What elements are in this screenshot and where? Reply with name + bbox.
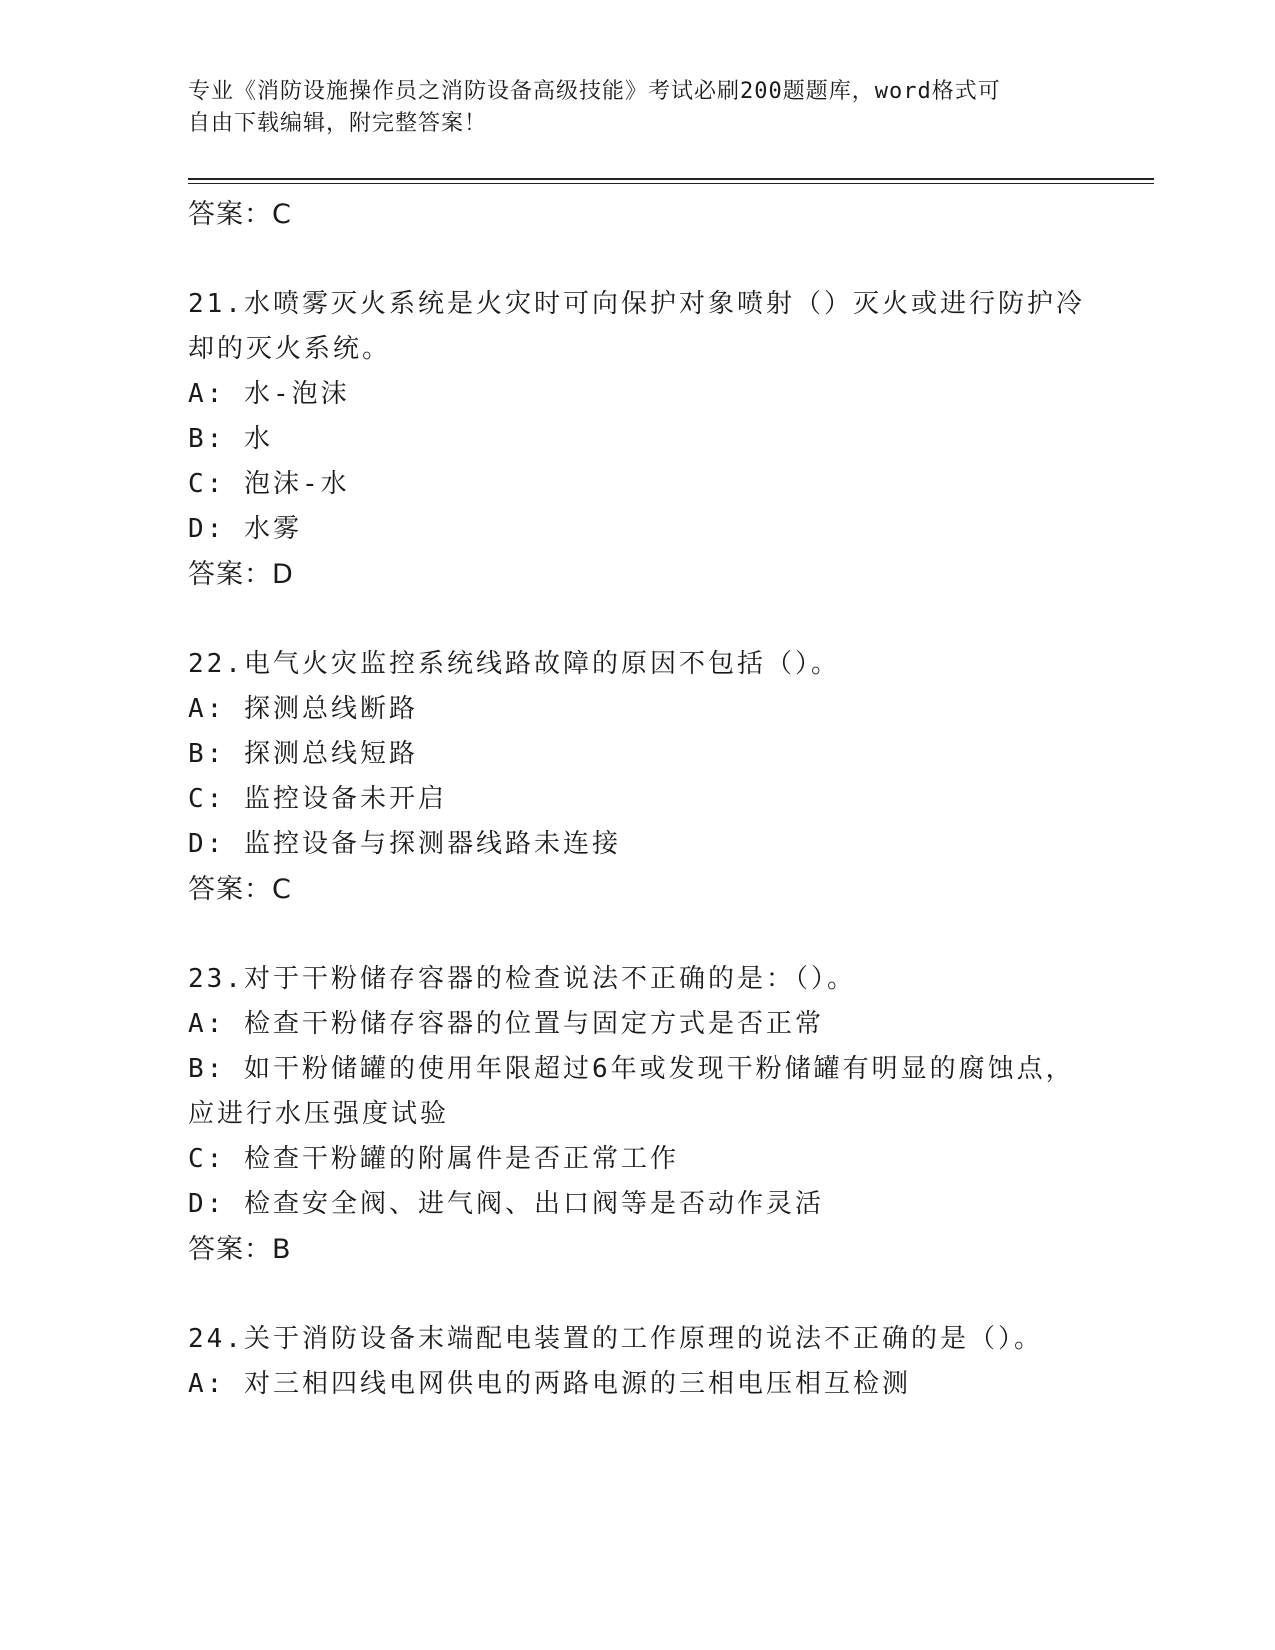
option-b: B: 水 (188, 424, 273, 454)
option-b: B: 如干粉储罐的使用年限超过6年或发现干粉储罐有明显的腐蚀点， (188, 1054, 1075, 1084)
header-line-1: 专业《消防设施操作员之消防设备高级技能》考试必刷200题题库，word格式可 (188, 79, 1001, 104)
question-22 (188, 642, 1088, 912)
answer: 答案：D (188, 559, 294, 590)
option-d: D: 监控设备与探测器线路未连接 (188, 829, 621, 859)
option-a: A: 探测总线断路 (188, 694, 418, 724)
header-divider-thin (188, 183, 1154, 184)
option-a: A: 检查干粉储存容器的位置与固定方式是否正常 (188, 1009, 824, 1039)
spacer (188, 597, 1088, 642)
option-d: D: 检查安全阀、进气阀、出口阀等是否动作灵活 (188, 1189, 824, 1219)
option-a: A: 对三相四线电网供电的两路电源的三相电压相互检测 (188, 1369, 911, 1399)
question-text: 24.关于消防设备末端配电装置的工作原理的说法不正确的是（）。 (188, 1324, 1043, 1354)
answer: 答案：C (188, 874, 292, 905)
question-text: 23.对于干粉储存容器的检查说法不正确的是：（）。 (188, 964, 856, 994)
option-a: A: 水-泡沫 (188, 379, 350, 409)
document-header (188, 76, 1088, 140)
answer: 答案：B (188, 1234, 292, 1265)
question-list (188, 192, 1088, 1407)
question-text-cont: 却的灭火系统。 (188, 334, 392, 364)
header-line-2: 自由下载编辑，附完整答案！ (188, 111, 488, 136)
spacer (188, 237, 1088, 282)
question-23 (188, 957, 1088, 1272)
question-21 (188, 282, 1088, 597)
spacer (188, 1272, 1088, 1317)
spacer (188, 912, 1088, 957)
option-c: C: 监控设备未开启 (188, 784, 447, 814)
question-text: 21.水喷雾灭火系统是火灾时可向保护对象喷射（）灭火或进行防护冷 (188, 289, 1085, 319)
option-b: B: 探测总线短路 (188, 739, 418, 769)
option-d: D: 水雾 (188, 514, 302, 544)
question-text: 22.电气火灾监控系统线路故障的原因不包括（）。 (188, 649, 840, 679)
previous-answer: 答案：C (188, 199, 292, 230)
option-b-cont: 应进行水压强度试验 (188, 1099, 450, 1129)
option-c: C: 检查干粉罐的附属件是否正常工作 (188, 1144, 679, 1174)
question-24 (188, 1317, 1088, 1407)
option-c: C: 泡沫-水 (188, 469, 350, 499)
header-divider-thick (188, 178, 1154, 180)
